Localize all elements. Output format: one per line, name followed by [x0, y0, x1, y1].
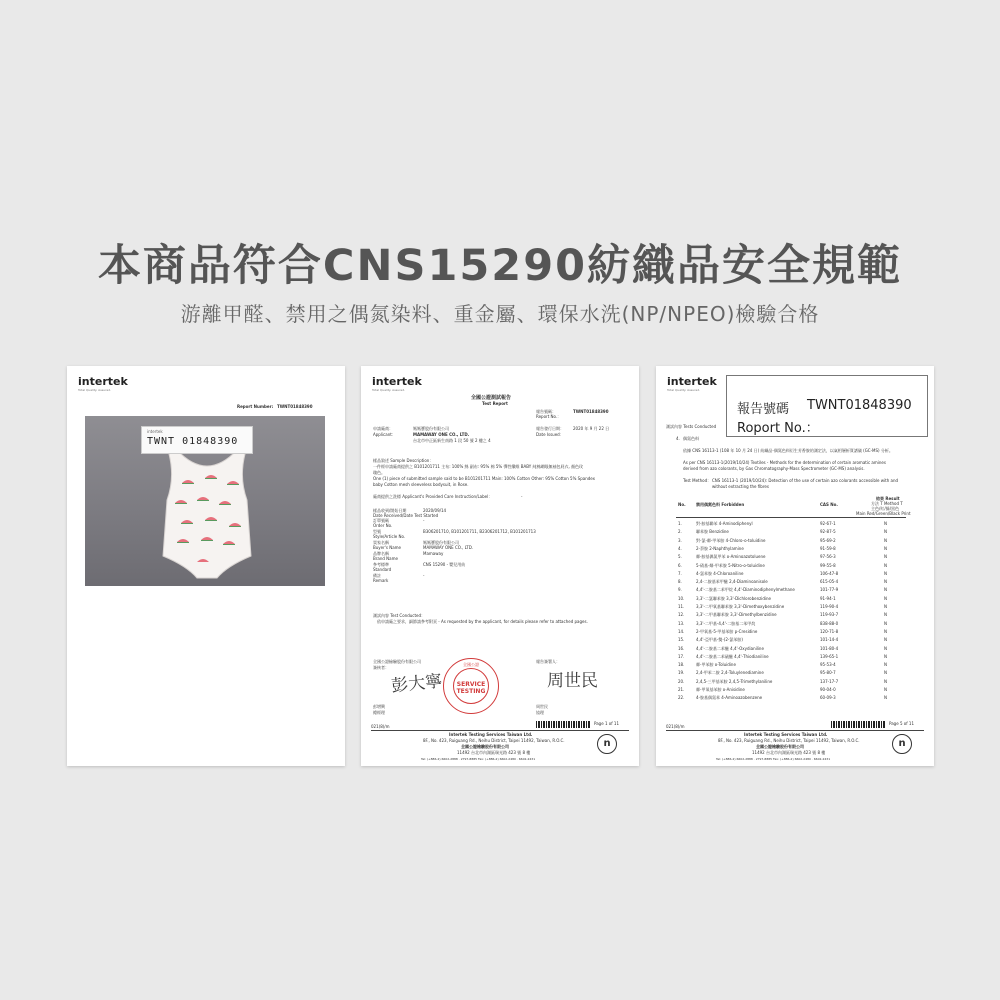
intertek-logo: intertek — [372, 375, 422, 388]
field-label: Standard — [373, 567, 392, 572]
row-cas: 101-77-9 — [820, 587, 839, 593]
left-footer-title: 總經理 — [373, 710, 385, 715]
row-no: 21. — [678, 687, 685, 692]
row-result: N — [884, 604, 887, 609]
report-signer-label: 報告簽署人： — [536, 659, 560, 664]
row-no: 11. — [678, 604, 685, 609]
field-value: 2020/09/14 — [423, 508, 447, 513]
col-result-sub2: 主色/紅/綠/黑色 — [871, 506, 900, 511]
row-no: 15. — [678, 637, 685, 643]
footer-tel: Tel: (+886-2) 6602-2888 · 2797-8885 Fax: (+886-2) 6602-2480 · 6602-2431 — [716, 757, 831, 761]
row-result: N — [884, 637, 887, 643]
row-no: 7. — [678, 570, 682, 576]
col-cas: CAS No. — [820, 502, 838, 507]
row-cas: 91-59-8 — [820, 545, 836, 551]
row-result: N — [884, 587, 887, 593]
report-title-en: Test Report — [482, 401, 508, 406]
test-method-2: without extracting the fibres — [712, 484, 769, 489]
applicant-address: 台北市中正區新生南路 1 段 50 號 2 樓之 4 — [413, 438, 491, 443]
row-name: 2,4,5-三甲基苯胺 2,4,5-Trimethylaniline — [696, 678, 773, 684]
row-result: N — [884, 695, 887, 701]
row-no: 5. — [678, 554, 682, 560]
intertek-circle-icon: n — [597, 734, 617, 754]
tag-logo: intertek — [147, 429, 163, 434]
report-number-box — [726, 375, 928, 437]
row-cas: 99-55-8 — [820, 562, 836, 568]
row-no: 1. — [678, 521, 682, 526]
applicant-en: MAMAWAY ONE CO., LTD. — [413, 432, 470, 437]
field-label: 訂單號碼 — [373, 518, 389, 523]
row-cas: 101-80-4 — [820, 645, 839, 651]
sample-desc-zh-1: 一件經申請廠商提供之 B101201711 主布: 100% 綿 副布: 95% 棉 5% 彈性纖維 BABY 純棉網眼無袖包屁衣, 顏色玫 — [373, 464, 583, 469]
row-name: 對-氯-鄰-甲苯胺 4-Chloro-o-toluidine — [696, 537, 766, 543]
row-cas: 119-93-7 — [820, 612, 839, 618]
item-title: 偶氮色料 — [683, 436, 699, 441]
intertek-logo: intertek — [667, 375, 717, 388]
footer-address-zh: 11492 台北市內湖區瑞光路 423 號 8 樓 — [752, 750, 826, 755]
field-label: Style/Article No. — [373, 534, 406, 539]
field-value: CNS 15290 - 嬰兒用紡 — [423, 562, 466, 567]
field-value: B306201710, B101201711, B2306201712, B101201713 — [423, 529, 536, 534]
row-name: 鄰-甲苯胺 o-Toluidine — [696, 662, 736, 668]
field-label: Remark — [373, 578, 389, 583]
report-number-label-zh: 報告號碼 — [737, 402, 790, 417]
row-cas: 838-88-0 — [820, 620, 839, 626]
row-name: 2,4-甲苯二胺 2,4-Toluylenediamine — [696, 670, 764, 676]
row-result: N — [884, 628, 887, 634]
row-cas: 92-87-5 — [820, 529, 836, 535]
intertek-logo: intertek — [78, 375, 128, 388]
field-value: - — [423, 573, 425, 578]
col-result-sub1: 方法 T Method T — [871, 501, 903, 506]
row-result: N — [884, 678, 887, 684]
item-number: 4. — [676, 436, 680, 441]
footer-company: Intertek Testing Services Taiwan Ltd. — [449, 732, 533, 737]
row-result: N — [884, 687, 887, 692]
row-no: 19. — [678, 670, 685, 676]
row-result: N — [884, 612, 887, 618]
row-name: 4,4'-二胺基二苯甲烷 4,4'-Diaminodiphenylmethane — [696, 587, 795, 593]
row-name: 聯苯胺 Benzidine — [696, 529, 729, 535]
row-no: 2. — [678, 529, 682, 535]
left-footer-name: 彭增興 — [373, 704, 385, 709]
field-label: Brand Name — [373, 556, 398, 561]
row-cas: 90-04-0 — [820, 687, 836, 692]
tests-conducted-value: 依申請廠之要求，細節請參考附頁 - As requested by the applicant, for details please refer to attached pages. — [377, 619, 588, 624]
intertek-circle-icon: n — [892, 734, 912, 754]
row-cas: 92-67-1 — [820, 521, 836, 526]
row-cas: 119-90-4 — [820, 604, 839, 609]
sample-desc-en-1: One (1) piece of submitted sample said to be B101201711 Main: 100% Cotton Other: 95% Cotton 5% Spandex — [373, 476, 596, 481]
method-zh: 依據 CNS 16113-1 (108 年 10 月 24 日) 紡織品-偶氮色料衍生芳香胺的測定法，以氣相層析質譜儀 (GC-MS) 分析。 — [683, 448, 893, 453]
row-cas: 95-53-4 — [820, 662, 836, 668]
sample-desc-en-2: baby Cotton mesh sleeveless bodysuit, in Rose. — [373, 482, 469, 487]
row-result: N — [884, 545, 887, 551]
intertek-logo-tagline: Total Quality. Assured. — [372, 388, 406, 392]
row-result: N — [884, 620, 887, 626]
report-page-cover — [361, 366, 639, 766]
sample-desc-zh-2: 瑰色。 — [373, 470, 385, 475]
footer-company-zh: 全國公證檢驗股份有限公司 — [756, 744, 804, 749]
row-name: 對-胺基聯苯 4-Aminodiphenyl — [696, 521, 753, 526]
row-no: 9. — [678, 587, 682, 593]
row-result: N — [884, 562, 887, 568]
barcode — [831, 721, 886, 728]
row-name: 5-硝基-鄰-甲苯胺 5-Nitro-o-toluidine — [696, 562, 765, 568]
report-title-zh: 全國公證測試報告 — [471, 395, 512, 401]
field-label: 買家名稱 — [373, 540, 389, 545]
row-cas: 95-69-2 — [820, 537, 836, 543]
sample-photo — [85, 416, 325, 586]
date-issued-label: 報告發行日期： — [536, 426, 564, 431]
subheadline: 游離甲醛、禁用之偶氮染料、重金屬、環保水洗(NP/NPEO)檢驗合格 — [180, 302, 820, 326]
date-issued: 2020 年 9 月 22 日 — [573, 426, 610, 431]
field-label: 品牌名稱 — [373, 551, 389, 556]
bodysuit-image — [147, 438, 267, 588]
field-label: Buyer's Name — [373, 545, 402, 550]
signature-2: 周世民 — [547, 671, 598, 691]
report-page-results — [656, 366, 934, 766]
right-footer-name: 周世民 — [536, 704, 548, 709]
footer-address: 8F., No. 423, Ruiguang Rd., Neihu District, Taipei 11492, Taiwan, R.O.C. — [423, 738, 565, 743]
headline: 本商品符合CNS15290紡織品安全規範 — [97, 241, 903, 291]
footer-company: Intertek Testing Services Taiwan Ltd. — [744, 732, 828, 737]
row-name: 4-氯苯胺 4-Chloroaniline — [696, 570, 744, 576]
row-no: 18. — [678, 662, 685, 668]
field-label: 樣品收到/開始日期 — [373, 508, 407, 513]
row-result: N — [884, 653, 887, 659]
row-name: 鄰-甲氧基苯胺 o-Anisidine — [696, 687, 745, 692]
row-cas: 106-47-8 — [820, 570, 839, 576]
form-code: 021(8)/m — [371, 724, 390, 729]
test-method-1: CNS 16113-1 (2019/10/24): Detection of the use of certain azo colorants accessible with and — [712, 478, 899, 483]
company-seal — [443, 658, 499, 714]
row-cas: 137-17-7 — [820, 678, 839, 684]
footer-address: 8F., No. 423, Ruiguang Rd., Neihu District, Taipei 11492, Taiwan, R.O.C. — [718, 738, 860, 743]
col-name: 禁用偶氮色料 Forbidden — [696, 502, 745, 507]
row-name: 4,4'-亞甲基-雙-(2-氯苯胺) — [696, 637, 743, 643]
row-name: 鄰-胺基偶氮甲苯 o-Aminoazotoluene — [696, 554, 766, 560]
row-cas: 101-14-4 — [820, 637, 839, 643]
report-page-photo — [67, 366, 345, 766]
row-result: N — [884, 595, 887, 601]
row-name: 2-萘胺 2-Naphthylamine — [696, 545, 744, 551]
report-number-label: Report Number: — [237, 404, 274, 409]
row-cas: 120-71-8 — [820, 628, 839, 634]
row-name: 4,4'-二胺基二苯醚 4,4'-Oxydianiline — [696, 645, 764, 651]
row-name: 3,3'-二甲氧基聯苯胺 3,3'-Dimethoxybenzidine — [696, 604, 785, 609]
field-value: - — [423, 518, 425, 523]
row-no: 6. — [678, 562, 682, 568]
report-no-label-en: Report No.： — [536, 414, 562, 419]
footer-address-zh: 11492 台北市內湖區瑞光路 423 號 8 樓 — [457, 750, 531, 755]
field-label: 參考標準 — [373, 562, 389, 567]
tests-conducted: 測試內容 Tests Conducted — [666, 424, 717, 429]
row-cas: 60-09-3 — [820, 695, 836, 701]
row-no: 4. — [678, 545, 682, 551]
applicant-zh: 媽媽寶股份有限公司 — [413, 426, 449, 431]
field-value: Mamaway — [423, 551, 444, 556]
row-no: 22. — [678, 695, 685, 701]
intertek-logo-tagline: Total Quality. Assured. — [667, 388, 701, 392]
row-result: N — [884, 529, 887, 535]
row-result: N — [884, 645, 887, 651]
row-no: 12. — [678, 612, 685, 618]
row-cas: 97-56-3 — [820, 554, 836, 560]
row-name: 3,3'-二氯聯苯胺 3,3'-Dichlorobenzidine — [696, 595, 771, 601]
tests-conducted-label: 測試內容 Test Conducted： — [373, 613, 426, 618]
tag-number: TWNT 01848390 — [147, 436, 239, 447]
row-cas: 615-05-4 — [820, 579, 839, 585]
field-label: 型號 — [373, 529, 381, 534]
row-name: 4,4'-二胺基二苯硫醚 4,4'-Thiodianiline — [696, 653, 769, 659]
applicant-label-en: Applicant： — [373, 432, 396, 437]
row-result: N — [884, 570, 887, 576]
row-result: N — [884, 554, 887, 560]
field-value: MAMAWAY ONE CO., LTD. — [423, 545, 474, 550]
report-number-label-en: Roport No.： — [737, 421, 819, 436]
row-no: 17. — [678, 653, 685, 659]
field-value: 媽媽寶股份有限公司 — [423, 540, 459, 545]
footer-tel: Tel: (+886-2) 6602-2888 · 2797-8885 Fax: (+886-2) 6602-2480 · 6602-2431 — [421, 757, 536, 761]
row-name: 4-胺基偶氮苯 4-Aminoazobenzene — [696, 695, 763, 701]
row-no: 3. — [678, 537, 682, 543]
row-name: 2-甲氧基-5-甲基苯胺 p-Cresidine — [696, 628, 758, 634]
col-result: 結果 Result — [876, 496, 900, 501]
signer-label: 簽核者： — [373, 665, 389, 670]
field-label: Order No. — [373, 523, 393, 528]
date-issued-label-en: Date Issued： — [536, 432, 564, 437]
report-number: TWNT01848390 — [277, 404, 313, 409]
seal-text: SERVICE TESTING — [456, 681, 486, 695]
report-no-label: 報告號碼： — [536, 409, 556, 414]
row-name: 2,4-二胺基苯甲醚 2,4-Diaminoanisole — [696, 579, 768, 585]
row-name: 3,3'-二甲基聯苯胺 3,3'-Dimethylbenzidine — [696, 612, 777, 618]
row-result: N — [884, 521, 887, 526]
seal-ring-text: 全國公證 — [463, 662, 479, 667]
field-label: 備註 — [373, 573, 381, 578]
page-number: Page 1 of 11 — [594, 721, 619, 726]
method-en-2: derived from azo colorants, by Gas Chromatography-Mass Spectrometer (GC-MS) analysis. — [683, 466, 865, 471]
col-result-sub3: Main Red/Green/Black Print — [856, 511, 911, 516]
row-no: 13. — [678, 620, 685, 626]
barcode — [536, 721, 591, 728]
row-result: N — [884, 662, 887, 668]
intertek-logo-tagline: Total Quality. Assured. — [78, 388, 112, 392]
sample-tag — [141, 426, 253, 454]
report-no: TWNT01848390 — [573, 409, 609, 414]
page-number: Page 5 of 11 — [889, 721, 914, 726]
col-no: No. — [678, 502, 686, 507]
row-no: 8. — [678, 579, 682, 585]
row-result: N — [884, 537, 887, 543]
company-name-zh: 全國公證檢驗股份有限公司 — [373, 659, 421, 664]
row-cas: 91-94-1 — [820, 595, 836, 601]
form-code: 021(8)/m — [666, 724, 685, 729]
row-no: 14. — [678, 628, 685, 634]
row-no: 20. — [678, 678, 685, 684]
report-number-value: TWNT01848390 — [807, 398, 912, 413]
row-no: 16. — [678, 645, 685, 651]
row-result: N — [884, 670, 887, 676]
signature-1: 彭大寧 — [390, 671, 444, 697]
test-method-label: Test Method： — [683, 478, 712, 483]
field-label: Date Received/Date Test Started — [373, 513, 439, 518]
care-label: 廠商提供之洗標 Applicant's Provided Care Instruction/Label： — [373, 494, 493, 499]
method-en-1: As per CNS 16113-1(2019/10/24) Textiles - Methods for the determination of certain aromatic amines — [683, 460, 886, 465]
applicant-label: 申請廠商： — [373, 426, 393, 431]
sample-desc-label: 樣品敘述 Sample Description： — [373, 458, 434, 463]
right-footer-title: 協理 — [536, 710, 544, 715]
row-cas: 139-65-1 — [820, 653, 839, 659]
row-result: N — [884, 579, 887, 585]
footer-company-zh: 全國公證檢驗股份有限公司 — [461, 744, 509, 749]
row-name: 3,3'-二甲基-4,4'-二胺基二苯甲烷 — [696, 620, 756, 626]
row-no: 10. — [678, 595, 685, 601]
row-cas: 95-80-7 — [820, 670, 836, 676]
care-value: - — [521, 494, 523, 499]
